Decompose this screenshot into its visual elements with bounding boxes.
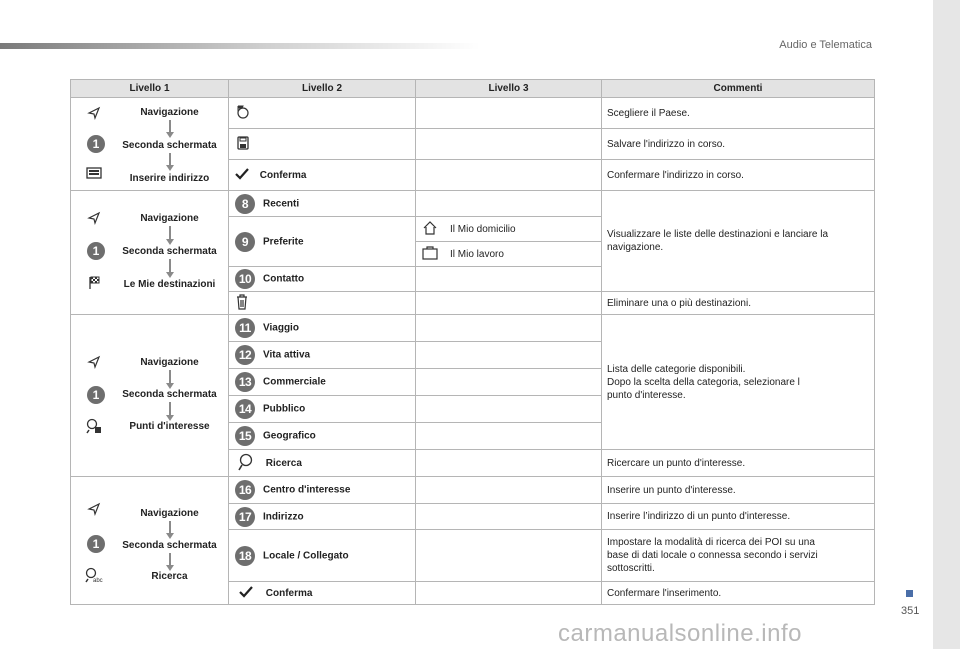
table-row [71, 98, 875, 129]
comment-cell: Scegliere il Paese. [602, 98, 875, 129]
level2-cell: Conferma [229, 582, 416, 605]
step-arrow [169, 553, 171, 565]
level3-cell [416, 582, 602, 605]
level2-cell: 12 Vita attiva [229, 342, 416, 369]
level2-cell [229, 292, 416, 315]
step-arrow [169, 120, 171, 132]
level2-cell: 15 Geografico [229, 423, 416, 450]
header-title: Audio e Telematica [779, 39, 872, 51]
level1-step: Navigazione [140, 213, 199, 224]
level3-cell [416, 315, 602, 342]
level3-cell [416, 369, 602, 396]
comment-line: sottoscritti. [607, 563, 655, 574]
level3-cell [416, 129, 602, 160]
step-number-badge: 8 [235, 194, 255, 214]
col-header-livello3: Livello 3 [416, 80, 602, 98]
page-marker [906, 590, 913, 597]
home-icon [416, 221, 444, 238]
step-arrow [169, 521, 171, 533]
level1-step: Navigazione [140, 107, 199, 118]
svg-text:abc: abc [93, 578, 103, 583]
level3-cell [416, 530, 602, 582]
comment-cell: Inserire l’indirizzo di un punto d'interesse. [602, 504, 875, 530]
level2-cell: 14 Pubblico [229, 396, 416, 423]
level3-cell [416, 191, 602, 217]
level1-step: Punti d'interesse [129, 421, 210, 432]
step-badge: 1 [87, 386, 105, 404]
text-search-icon [81, 567, 107, 585]
level1-step: Seconda schermata [122, 140, 217, 151]
level1-step: Navigazione [140, 357, 199, 368]
step-arrowhead [166, 132, 174, 138]
comment-cell: Eliminare una o più destinazioni. [602, 292, 875, 315]
comment-cell: Confermare l'indirizzo in corso. [602, 160, 875, 191]
level1-cell [71, 477, 229, 605]
col-header-commenti: Commenti [602, 80, 875, 98]
step-arrow [169, 402, 171, 415]
step-badge: 1 [87, 242, 105, 260]
level3-cell [416, 423, 602, 450]
comment-cell [602, 315, 875, 450]
step-arrowhead [166, 272, 174, 278]
level3-cell [416, 450, 602, 477]
trash-icon [235, 294, 249, 313]
step-arrowhead [166, 533, 174, 539]
search-icon [237, 453, 253, 474]
poi-search-icon [81, 418, 107, 436]
destination-flag-icon [81, 276, 107, 294]
navigation-arrow-icon [81, 211, 107, 229]
navigation-arrow-icon [81, 355, 107, 373]
step-number-badge: 14 [235, 399, 255, 419]
level2-cell: 16 Centro d'interesse [229, 477, 416, 504]
level2-cell: 10 Contatto [229, 267, 416, 292]
table-row [71, 191, 875, 217]
level3-cell [416, 342, 602, 369]
step-number-badge: 9 [235, 232, 255, 252]
step-number-badge: 18 [235, 546, 255, 566]
table-row [71, 477, 875, 504]
country-flag-icon [235, 104, 251, 123]
watermark: carmanualsonline.info [558, 620, 802, 647]
step-arrowhead [166, 165, 174, 171]
level1-step: Seconda schermata [122, 540, 217, 551]
step-arrow [169, 370, 171, 383]
level1-step: Le Mie destinazioni [123, 279, 216, 290]
table-row [71, 315, 875, 342]
comment-cell: Visualizzare le liste delle destinazioni e lanciare la navigazione. [602, 191, 875, 292]
level3-cell [416, 98, 602, 129]
level1-step: Seconda schermata [122, 389, 217, 400]
comment-line: punto d'interesse. [607, 389, 686, 401]
comment-cell: Confermare l'inserimento. [602, 582, 875, 605]
step-arrow [169, 226, 171, 239]
level1-cell [71, 98, 229, 191]
level2-cell: 17 Indirizzo [229, 504, 416, 530]
step-number-badge: 16 [235, 480, 255, 500]
level2-cell: Conferma [229, 160, 416, 191]
level3-cell [416, 292, 602, 315]
level3-cell [416, 396, 602, 423]
level3-cell [416, 267, 602, 292]
step-arrow [169, 259, 171, 272]
table-header-row [71, 80, 875, 98]
col-header-livello1: Livello 1 [71, 80, 229, 98]
step-arrowhead [166, 239, 174, 245]
step-badge: 1 [87, 535, 105, 553]
check-icon [239, 586, 253, 601]
col-header-livello2: Livello 2 [229, 80, 416, 98]
level1-step: Ricerca [151, 571, 188, 582]
comment-cell [602, 530, 875, 582]
level3-cell [416, 504, 602, 530]
level2-cell: Ricerca [229, 450, 416, 477]
step-number-badge: 13 [235, 372, 255, 392]
level1-step: Seconda schermata [122, 246, 217, 257]
step-number-badge: 11 [235, 318, 255, 338]
level1-cell [71, 315, 229, 477]
step-number-badge: 15 [235, 426, 255, 446]
level1-step: Navigazione [140, 508, 199, 519]
navigation-arrow-icon [81, 106, 107, 124]
address-keyboard-icon [81, 167, 107, 185]
level2-cell: 18 Locale / Collegato [229, 530, 416, 582]
level2-cell: 8 Recenti [229, 191, 416, 217]
level1-cell [71, 191, 229, 315]
navigation-arrow-icon [81, 502, 107, 520]
comment-line: base di dati locale o connessa secondo i servizi [607, 550, 818, 561]
check-icon [235, 168, 249, 183]
level3-cell [416, 477, 602, 504]
comment-line: Impostare la modalità di ricerca dei POI su una [607, 537, 815, 548]
level3-cell: Il Mio domicilio [416, 217, 602, 242]
level1-step: Inserire indirizzo [129, 173, 210, 184]
comment-cell: Inserire un punto d'interesse. [602, 477, 875, 504]
level3-cell [416, 160, 602, 191]
comment-line: Dopo la scelta della categoria, selezionare l [607, 376, 800, 388]
comment-line: Lista delle categorie disponibili. [607, 363, 746, 375]
header-gradient-bar [0, 43, 480, 49]
briefcase-icon [416, 246, 444, 263]
step-number-badge: 17 [235, 507, 255, 527]
level2-cell: 11 Viaggio [229, 315, 416, 342]
step-number-badge: 12 [235, 345, 255, 365]
menu-table [70, 79, 875, 605]
level2-cell: 13 Commerciale [229, 369, 416, 396]
level2-cell: 9 Preferite [229, 217, 416, 267]
comment-cell: Ricercare un punto d'interesse. [602, 450, 875, 477]
save-icon [235, 135, 251, 154]
step-number-badge: 10 [235, 269, 255, 289]
comment-cell: Salvare l'indirizzo in corso. [602, 129, 875, 160]
step-badge: 1 [87, 135, 105, 153]
level2-cell [229, 129, 416, 160]
step-arrow [169, 153, 171, 165]
side-tab-bar [933, 0, 960, 649]
level2-cell [229, 98, 416, 129]
page-number: 351 [901, 605, 920, 617]
level3-cell: Il Mio lavoro [416, 242, 602, 267]
